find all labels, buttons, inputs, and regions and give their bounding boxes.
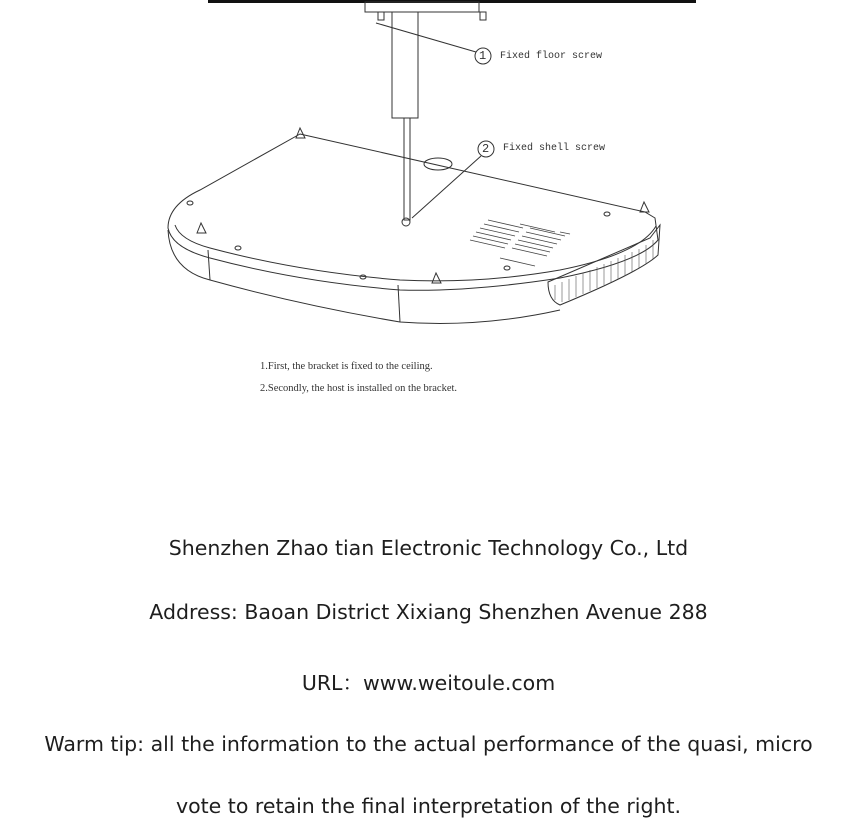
callout-fixed-shell-screw: Fixed shell screw [503,143,606,154]
leader-line-1 [376,23,476,52]
floor-screw-left [378,12,384,20]
step-2: 2.Secondly, the host is installed on the bracket. [260,383,458,394]
warm-tip-line-2: vote to retain the final interpretation of the right. [175,794,682,818]
floor-screw-right [480,12,486,20]
bracket-pole [392,12,418,118]
company-address: Address: Baoan District Xixiang Shenzhen Avenue 288 [149,600,708,624]
leader-line-2 [412,156,481,218]
callout-1-number: 1 [479,49,487,63]
projector-body [168,128,660,324]
company-name: Shenzhen Zhao tian Electronic Technology Co., Ltd [168,536,689,560]
callout-fixed-floor-screw: Fixed floor screw [500,51,603,62]
bracket-plate [365,2,479,12]
callout-2-number: 2 [482,142,490,156]
bracket-rod [404,118,410,220]
step-1: 1.First, the bracket is fixed to the ceiling. [260,361,433,372]
shell-screw [402,218,410,226]
company-url: URL：www.weitoule.com [301,671,556,695]
warm-tip-line-1: Warm tip: all the information to the actual performance of the quasi, micro [44,732,813,756]
